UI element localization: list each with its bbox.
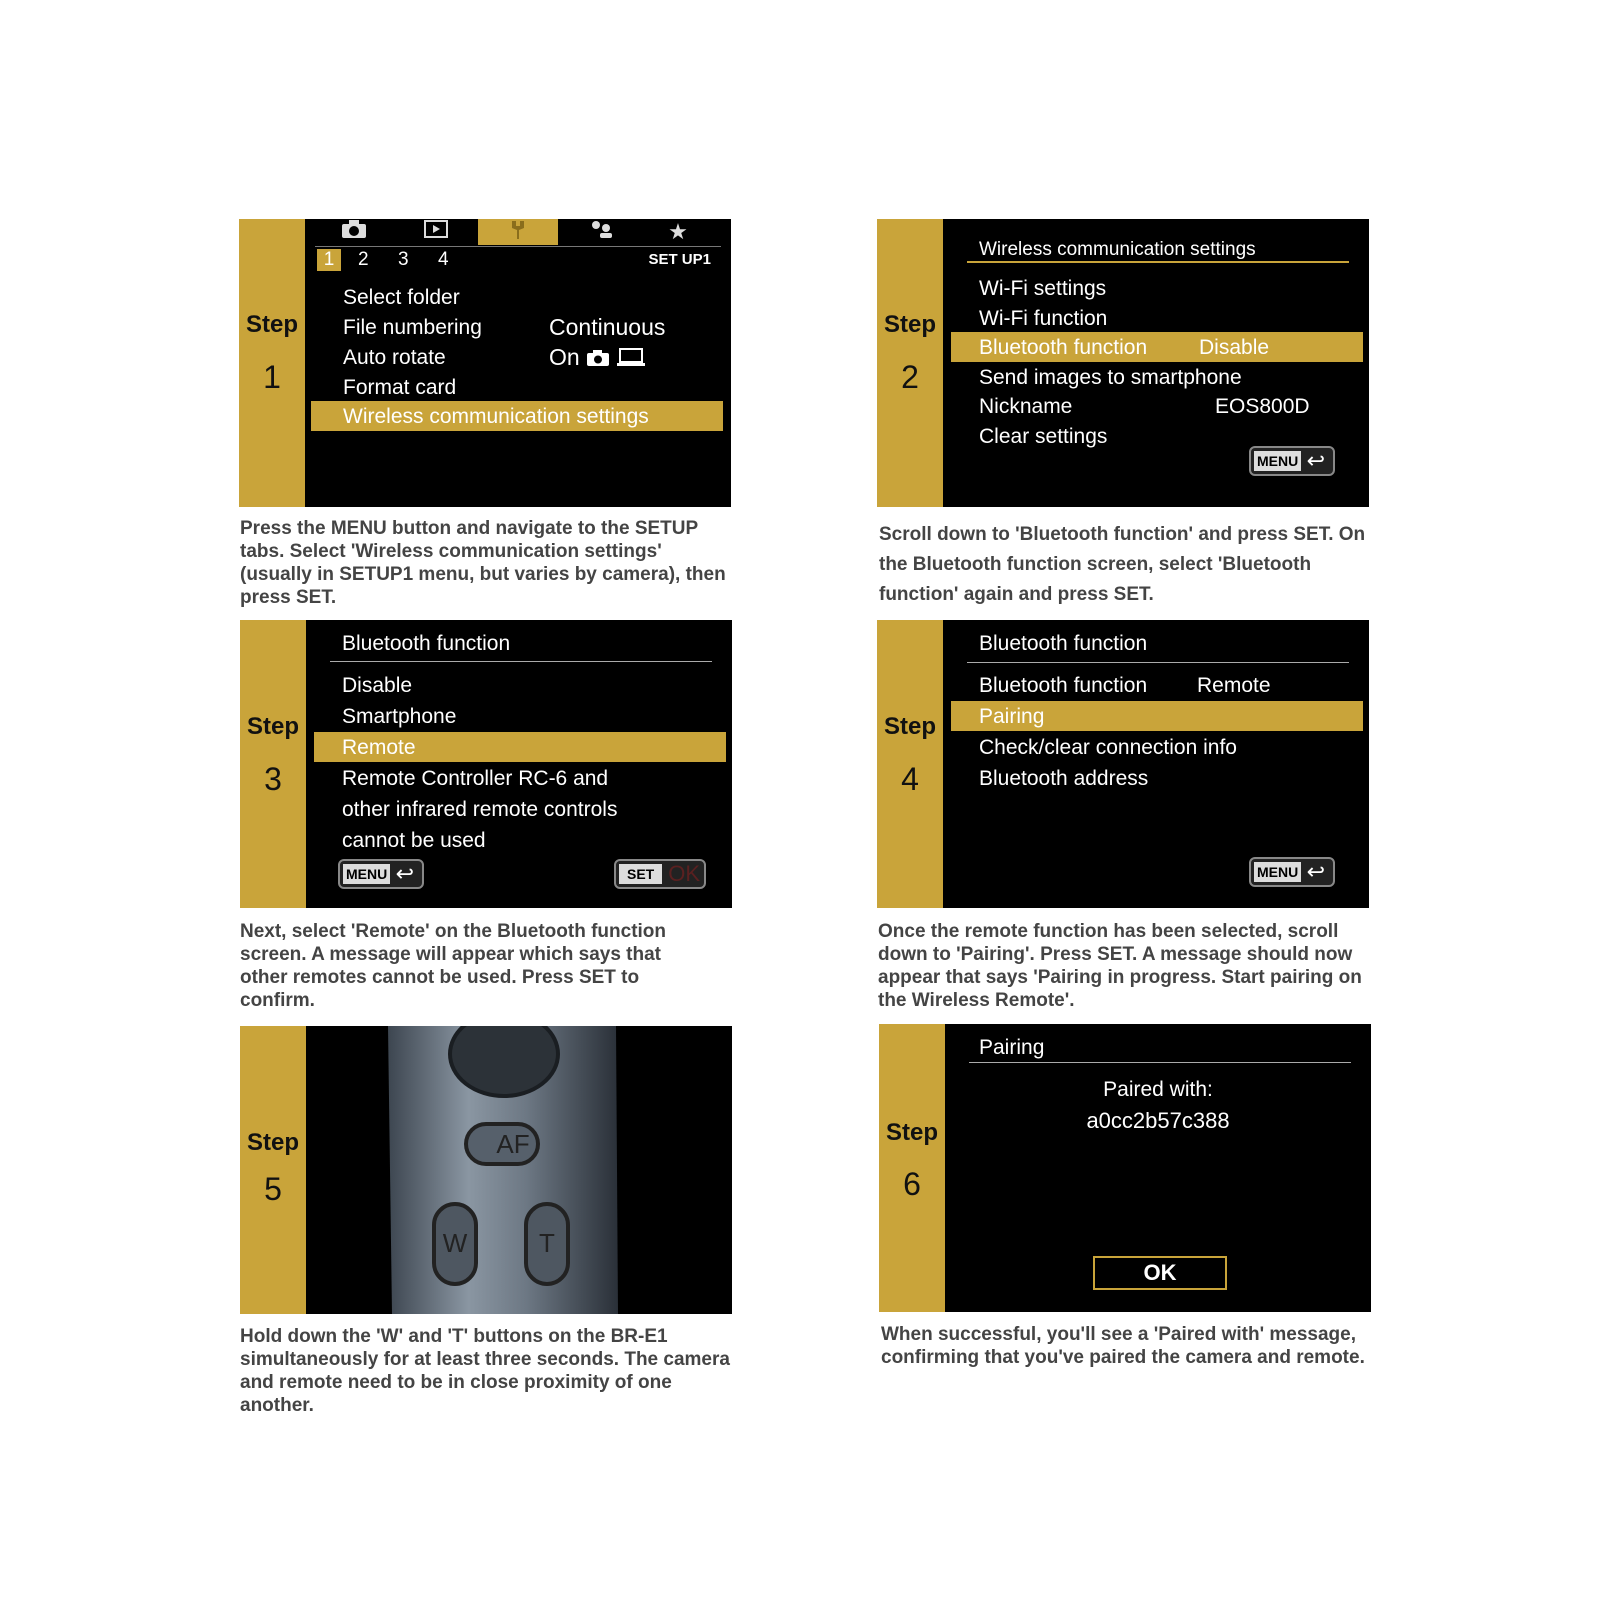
step3-panel	[240, 620, 732, 908]
step1-item-wireless[interactable]: Wireless communication settings	[343, 405, 649, 428]
step3-number: 3	[264, 761, 282, 797]
step4-menu-button[interactable]	[1249, 857, 1335, 887]
step4-panel	[877, 620, 1369, 908]
step5-photo	[306, 1026, 732, 1314]
step5-panel	[240, 1026, 732, 1314]
laptop-icon	[616, 347, 646, 367]
step6-title: Pairing	[979, 1036, 1045, 1059]
step6-paired-label: Paired with:	[1103, 1078, 1213, 1101]
step3-screen	[306, 620, 732, 908]
step4-item-pairing[interactable]: Pairing	[979, 705, 1045, 728]
step6-screen	[945, 1024, 1371, 1312]
step6-word: Step	[885, 1119, 938, 1146]
step4-bluetooth-value: Remote	[1197, 674, 1271, 697]
step1-caption: Press the MENU button and navigate to the SETUP tabs. Select 'Wireless communication settings' (usually in SETUP1 menu, but varies by camera), then press SET.	[240, 518, 726, 608]
play-icon[interactable]	[397, 219, 475, 245]
step1-word: Step	[245, 311, 298, 338]
step3-message-line2: other infrared remote controls	[342, 798, 618, 821]
step2-menu-button[interactable]	[1249, 446, 1335, 476]
step1-number: 1	[263, 359, 281, 395]
step3-set-ok-button[interactable]	[614, 859, 706, 889]
step4-word: Step	[883, 713, 936, 740]
step2-word: Step	[883, 311, 936, 338]
step3-bar	[240, 620, 306, 908]
step3-option-disable[interactable]: Disable	[342, 674, 413, 697]
step6-bar	[879, 1024, 945, 1312]
step6-caption: When successful, you'll see a 'Paired with' message, confirming that you've paired the camera and remote.	[881, 1324, 1365, 1368]
step1-subtab-2[interactable]: 2	[358, 249, 369, 270]
step4-menu-label: MENU	[1254, 862, 1301, 882]
step3-ok-label: OK	[668, 861, 700, 886]
step2-bluetooth-value: Disable	[1199, 336, 1270, 359]
step2-item-wifi-settings[interactable]: Wi-Fi settings	[979, 277, 1107, 300]
step3-word: Step	[246, 713, 299, 740]
step3-set-label: SET	[619, 864, 662, 884]
step5-caption: Hold down the 'W' and 'T' buttons on the BR-E1 simultaneously for at least three seconds. The camera and remote need to be in close proximity of one another.	[240, 1326, 730, 1416]
step3-message-line1: Remote Controller RC-6 and	[342, 767, 609, 790]
return-icon: ↩	[1306, 448, 1325, 473]
step6-ok-label: OK	[1143, 1260, 1177, 1285]
step1-tab-rule	[315, 246, 721, 247]
step3-message-line3: cannot be used	[342, 829, 486, 852]
step2-screen	[943, 219, 1369, 507]
step1-auto-rotate-on: On	[549, 344, 580, 370]
step2-item-nickname[interactable]: Nickname	[979, 395, 1073, 418]
camera-icon[interactable]	[315, 219, 393, 245]
step4-bar	[877, 620, 943, 908]
step3-menu-label: MENU	[343, 864, 390, 884]
camera-icon	[586, 349, 610, 367]
step1-screen	[305, 219, 731, 507]
step1-subtab-3[interactable]: 3	[398, 249, 409, 270]
step2-item-bluetooth-function[interactable]: Bluetooth function	[979, 336, 1148, 359]
people-icon[interactable]	[562, 219, 640, 245]
step3-caption: Next, select 'Remote' on the Bluetooth function screen. A message will appear which says that other remotes cannot be used. Press SET to confirm.	[240, 921, 667, 1011]
step5-bar	[240, 1026, 306, 1314]
step1-file-numbering-value: Continuous	[549, 314, 666, 340]
step4-item-bluetooth-function[interactable]: Bluetooth function	[979, 674, 1148, 697]
step6-number: 6	[903, 1166, 921, 1202]
wrench-icon[interactable]	[478, 219, 558, 245]
step4-title: Bluetooth function	[979, 632, 1148, 655]
step1-item-select-folder[interactable]: Select folder	[343, 286, 460, 309]
step1-item-auto-rotate[interactable]: Auto rotate	[343, 346, 446, 369]
step2-panel	[877, 219, 1369, 507]
step1-bar	[239, 219, 305, 507]
step4-caption: Once the remote function has been selected, scroll down to 'Pairing'. Press SET. A message should now appear that says 'Pairing in progress. Start pairing on the Wireless Remote'.	[878, 921, 1362, 1011]
step1-auto-rotate-value	[549, 344, 646, 371]
step3-option-smartphone[interactable]: Smartphone	[342, 705, 457, 728]
step2-caption: Scroll down to 'Bluetooth function' and press SET. On the Bluetooth function screen, select 'Bluetooth function' again and press SET.	[879, 524, 1366, 605]
step1-subtab-1[interactable]: 1	[317, 249, 341, 271]
step2-menu-label: MENU	[1254, 451, 1301, 471]
step3-menu-button[interactable]	[338, 859, 424, 889]
step6-title-rule	[969, 1062, 1351, 1063]
w-button[interactable]: W	[442, 1228, 468, 1258]
step4-item-check-clear[interactable]: Check/clear connection info	[979, 736, 1237, 759]
step5-number: 5	[264, 1171, 282, 1207]
t-button[interactable]: T	[539, 1228, 555, 1258]
step1-item-format-card[interactable]: Format card	[343, 376, 457, 399]
step3-title: Bluetooth function	[342, 632, 511, 655]
step2-item-wifi-function[interactable]: Wi-Fi function	[979, 307, 1108, 330]
step1-item-file-numbering[interactable]: File numbering	[343, 316, 482, 339]
step4-screen	[943, 620, 1369, 908]
step3-option-remote[interactable]: Remote	[342, 736, 416, 759]
step4-item-bluetooth-address[interactable]: Bluetooth address	[979, 767, 1149, 790]
remote-controller-image	[306, 1026, 732, 1314]
step2-title: Wireless communication settings	[979, 239, 1256, 260]
step4-number: 4	[901, 761, 919, 797]
step2-bar	[877, 219, 943, 507]
step2-nickname-value: EOS800D	[1215, 395, 1310, 418]
step3-title-rule	[330, 661, 712, 662]
step2-item-clear-settings[interactable]: Clear settings	[979, 425, 1108, 448]
step2-item-send-images[interactable]: Send images to smartphone	[979, 366, 1242, 389]
step2-number: 2	[901, 359, 919, 395]
af-button[interactable]: AF	[496, 1129, 530, 1159]
return-icon: ↩	[1306, 859, 1325, 884]
step6-panel	[879, 1024, 1371, 1312]
step1-tabbar	[305, 219, 731, 247]
step6-address: a0cc2b57c388	[1086, 1108, 1230, 1133]
step5-word: Step	[246, 1129, 299, 1156]
step1-panel	[239, 219, 731, 507]
return-icon: ↩	[395, 861, 414, 886]
step2-title-rule	[967, 261, 1349, 263]
star-icon[interactable]: ★	[668, 219, 688, 244]
step4-title-rule	[967, 662, 1349, 663]
step1-setup-label: SET UP1	[648, 251, 711, 268]
step6-ok-button[interactable]	[1093, 1256, 1227, 1290]
step1-subtab-4[interactable]: 4	[438, 249, 449, 270]
